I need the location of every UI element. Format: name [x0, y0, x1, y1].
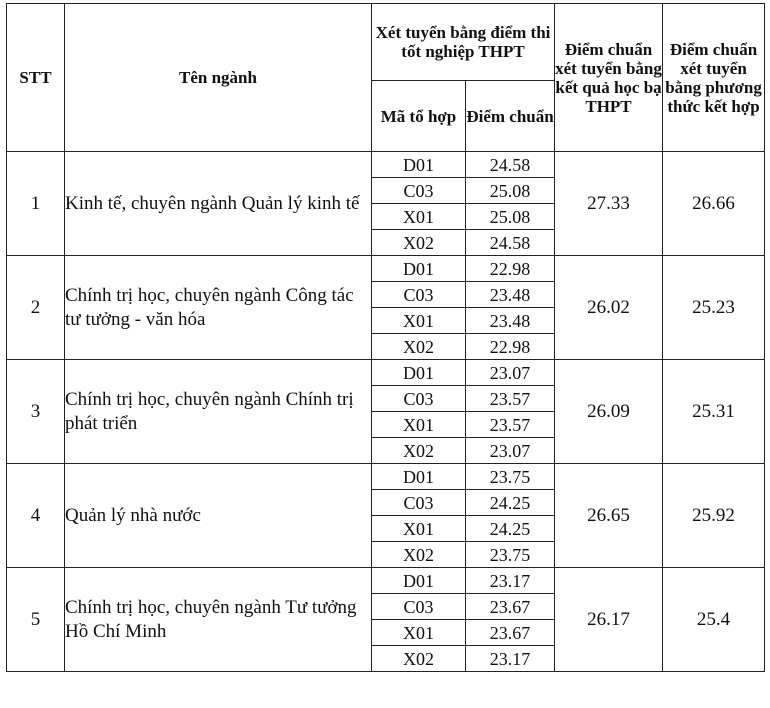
- row-major-name: Chính trị học, chuyên ngành Công tác tư tưởng - văn hóa: [65, 256, 372, 360]
- table-body: [7, 152, 765, 672]
- row-subject-code: X02: [372, 230, 466, 256]
- row-subject-code: X02: [372, 334, 466, 360]
- table-row: [7, 152, 765, 178]
- row-subject-code: D01: [372, 464, 466, 490]
- row-major-name: Kinh tế, chuyên ngành Quản lý kinh tế: [65, 152, 372, 256]
- row-subject-code: X02: [372, 646, 466, 672]
- row-cutoff-score: 23.48: [466, 282, 555, 308]
- row-subject-code: X02: [372, 542, 466, 568]
- row-subject-code: D01: [372, 256, 466, 282]
- row-subject-code: X01: [372, 516, 466, 542]
- row-subject-code: D01: [372, 360, 466, 386]
- header-stt: STT: [7, 4, 65, 152]
- header-combined-cutoff: Điểm chuẩn xét tuyển bằng phương thức kết hợp: [663, 4, 765, 152]
- admission-score-table: [6, 3, 765, 672]
- row-cutoff-score: 23.67: [466, 594, 555, 620]
- row-subject-code: C03: [372, 594, 466, 620]
- row-cutoff-score: 24.25: [466, 490, 555, 516]
- row-cutoff-score: 23.07: [466, 360, 555, 386]
- header-major-name: Tên ngành: [65, 4, 372, 152]
- row-stt: 2: [7, 256, 65, 360]
- row-cutoff-score: 23.57: [466, 386, 555, 412]
- row-major-name: Chính trị học, chuyên ngành Tư tưởng Hồ Chí Minh: [65, 568, 372, 672]
- row-transcript-cutoff: 27.33: [555, 152, 663, 256]
- row-combined-cutoff: 25.4: [663, 568, 765, 672]
- row-cutoff-score: 23.75: [466, 542, 555, 568]
- row-cutoff-score: 22.98: [466, 334, 555, 360]
- row-subject-code: X01: [372, 204, 466, 230]
- table-row: [7, 568, 765, 594]
- row-cutoff-score: 25.08: [466, 204, 555, 230]
- row-transcript-cutoff: 26.02: [555, 256, 663, 360]
- row-transcript-cutoff: 26.09: [555, 360, 663, 464]
- row-cutoff-score: 25.08: [466, 178, 555, 204]
- header-cutoff-score: Điểm chuẩn: [466, 81, 555, 152]
- row-subject-code: X01: [372, 412, 466, 438]
- table-row: [7, 464, 765, 490]
- row-stt: 4: [7, 464, 65, 568]
- row-transcript-cutoff: 26.65: [555, 464, 663, 568]
- row-cutoff-score: 23.07: [466, 438, 555, 464]
- row-subject-code: X01: [372, 620, 466, 646]
- row-combined-cutoff: 26.66: [663, 152, 765, 256]
- row-stt: 1: [7, 152, 65, 256]
- table-row: [7, 360, 765, 386]
- header-thpt-exam-group: Xét tuyển bằng điểm thi tốt nghiệp THPT: [372, 4, 555, 81]
- row-transcript-cutoff: 26.17: [555, 568, 663, 672]
- row-combined-cutoff: 25.92: [663, 464, 765, 568]
- row-major-name: Chính trị học, chuyên ngành Chính trị phát triển: [65, 360, 372, 464]
- row-subject-code: C03: [372, 386, 466, 412]
- row-major-name: Quản lý nhà nước: [65, 464, 372, 568]
- row-subject-code: X02: [372, 438, 466, 464]
- row-cutoff-score: 23.67: [466, 620, 555, 646]
- row-cutoff-score: 23.48: [466, 308, 555, 334]
- row-cutoff-score: 22.98: [466, 256, 555, 282]
- row-subject-code: C03: [372, 490, 466, 516]
- row-subject-code: C03: [372, 178, 466, 204]
- row-cutoff-score: 24.25: [466, 516, 555, 542]
- row-cutoff-score: 24.58: [466, 152, 555, 178]
- table-row: [7, 256, 765, 282]
- row-subject-code: X01: [372, 308, 466, 334]
- row-subject-code: C03: [372, 282, 466, 308]
- row-cutoff-score: 23.17: [466, 646, 555, 672]
- row-stt: 5: [7, 568, 65, 672]
- row-cutoff-score: 23.57: [466, 412, 555, 438]
- row-cutoff-score: 23.17: [466, 568, 555, 594]
- header-subject-code: Mã tổ hợp: [372, 81, 466, 152]
- row-subject-code: D01: [372, 152, 466, 178]
- row-subject-code: D01: [372, 568, 466, 594]
- row-cutoff-score: 23.75: [466, 464, 555, 490]
- row-cutoff-score: 24.58: [466, 230, 555, 256]
- row-combined-cutoff: 25.23: [663, 256, 765, 360]
- header-transcript-cutoff: Điểm chuẩn xét tuyển bằng kết quả học bạ THPT: [555, 4, 663, 152]
- row-stt: 3: [7, 360, 65, 464]
- row-combined-cutoff: 25.31: [663, 360, 765, 464]
